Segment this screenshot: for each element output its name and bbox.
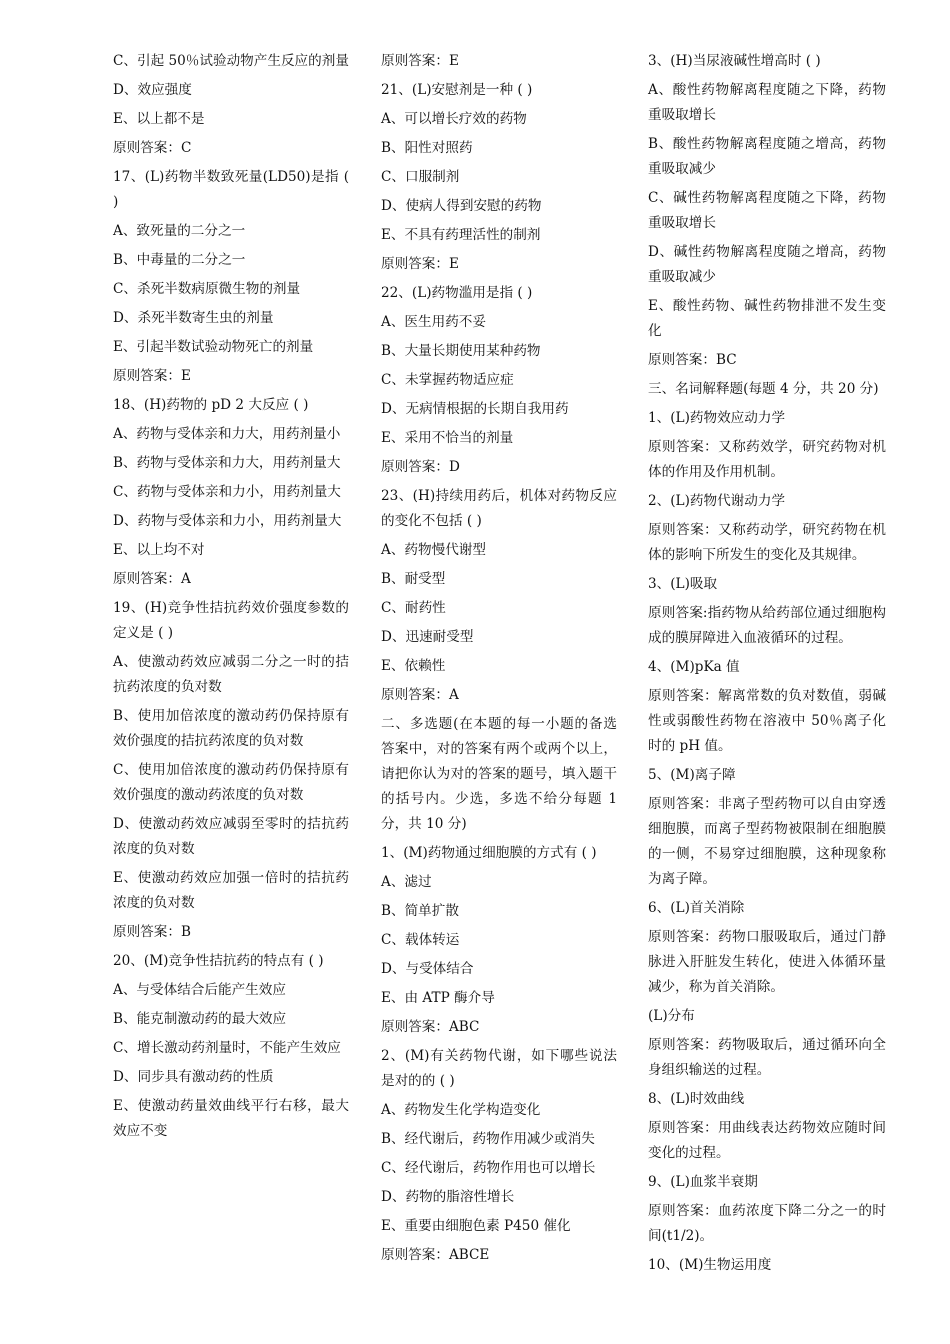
text-line: 1、(M)药物通过细胞膜的方式有 ( ) <box>381 845 597 861</box>
text-line: B、中毒量的二分之一 <box>113 252 246 268</box>
text-line: B、酸性药物解离程度随之增高，药物重吸取减少 <box>648 136 886 177</box>
text-line: 21、(L)安慰剂是一种 ( ) <box>381 82 533 98</box>
text-line: C、载体转运 <box>381 932 460 948</box>
text-line: 2、(L)药物代谢动力学 <box>648 493 786 509</box>
text-line: E、使激动药量效曲线平行右移，最大效应不变 <box>113 1098 349 1139</box>
text-line: E、引起半数试验动物死亡的剂量 <box>113 339 314 355</box>
text-line: C、使用加倍浓度的激动药仍保持原有效价强度的激动药浓度的负对数 <box>113 762 349 803</box>
text-line: 原则答案：A <box>381 687 459 703</box>
text-line: 原则答案：药物吸取后，通过循环向全身组织输送的过程。 <box>648 1037 886 1078</box>
text-line: B、能克制激动药的最大效应 <box>113 1011 287 1027</box>
text-line: B、简单扩散 <box>381 903 459 919</box>
text-line: 原则答案：解离常数的负对数值，弱碱性或弱酸性药物在溶液中 50％离子化时的 pH 值。 <box>648 688 886 754</box>
text-line: D、药物与受体亲和力小，用药剂量大 <box>113 513 342 529</box>
text-line: 4、(M)pKa 值 <box>648 659 740 675</box>
text-line: E、使激动药效应加强一倍时的拮抗药浓度的负对数 <box>113 870 349 911</box>
text-line: A、药物慢代谢型 <box>381 542 486 558</box>
text-line: E、不具有药理活性的制剂 <box>381 227 541 243</box>
text-line: 3、(L)吸取 <box>648 576 718 592</box>
text-line: 原则答案：血药浓度下降二分之一的时间(t1/2)。 <box>648 1203 886 1244</box>
text-line: 10、(M)生物运用度 <box>648 1257 772 1273</box>
text-line: 二、多选题(在本题的每一小题的备选答案中，对的答案有两个或两个以上，请把你认为对的答案的题号，填入题干的括号内。少选，多选不给分每题 1 分，共 10 分) <box>381 716 617 832</box>
text-line: D、与受体结合 <box>381 961 474 977</box>
text-line: 原则答案：又称药动学，研究药物在机体的影响下所发生的变化及其规律。 <box>648 522 886 563</box>
right-column <box>648 49 886 1282</box>
text-line: A、药物与受体亲和力大，用药剂量小 <box>113 426 341 442</box>
middle-column <box>381 49 617 1272</box>
text-line: 9、(L)血浆半衰期 <box>648 1174 758 1190</box>
text-line: B、药物与受体亲和力大，用药剂量大 <box>113 455 341 471</box>
text-line: 原则答案：药物口服吸取后，通过门静脉进入肝脏发生转化，使进入体循环量减少，称为首关消除。 <box>648 929 886 995</box>
text-line: 8、(L)时效曲线 <box>648 1091 745 1107</box>
text-line: C、增长激动药剂量时，不能产生效应 <box>113 1040 341 1056</box>
text-line: D、效应强度 <box>113 82 192 98</box>
text-line: B、大量长期使用某种药物 <box>381 343 541 359</box>
text-line: C、口服制剂 <box>381 169 460 185</box>
text-line: 原则答案：E <box>113 368 191 384</box>
text-line: C、杀死半数病原微生物的剂量 <box>113 281 301 297</box>
text-line: 2、(M)有关药物代谢，如下哪些说法是对的的 ( ) <box>381 1048 617 1089</box>
text-line: C、药物与受体亲和力小，用药剂量大 <box>113 484 341 500</box>
text-line: 原则答案：B <box>113 924 191 940</box>
text-line: 原则答案：ABC <box>381 1019 480 1035</box>
text-line: D、药物的脂溶性增长 <box>381 1189 515 1205</box>
text-line: 原则答案:指药物从给药部位通过细胞构成的膜屏障进入血液循环的过程。 <box>648 605 886 646</box>
text-line: A、酸性药物解离程度随之下降，药物重吸取增长 <box>648 82 886 123</box>
text-line: E、以上均不对 <box>113 542 205 558</box>
text-line: A、使激动药效应减弱二分之一时的拮抗药浓度的负对数 <box>113 654 349 695</box>
text-line: A、药物发生化学构造变化 <box>381 1102 541 1118</box>
text-line: A、可以增长疗效的药物 <box>381 111 527 127</box>
text-line: 原则答案：又称药效学，研究药物对机体的作用及作用机制。 <box>648 439 886 480</box>
text-line: 原则答案：非离子型药物可以自由穿透细胞膜，而离子型药物被限制在细胞膜的一侧，不易穿过细胞膜，这种现象称为离子障。 <box>648 796 886 887</box>
text-line: 原则答案：E <box>381 256 459 272</box>
text-line: 19、(H)竞争性拮抗药效价强度参数的定义是 ( ) <box>113 600 349 641</box>
text-line: 3、(H)当尿液碱性增高时 ( ) <box>648 53 821 69</box>
text-line: A、滤过 <box>381 874 432 890</box>
text-line: C、引起 50％试验动物产生反应的剂量 <box>113 53 349 69</box>
text-line: 原则答案：用曲线表达药物效应随时间变化的过程。 <box>648 1120 886 1161</box>
text-line: 原则答案：A <box>113 571 191 587</box>
text-line: 20、(M)竞争性拮抗药的特点有 ( ) <box>113 953 324 969</box>
text-line: B、使用加倍浓度的激动药仍保持原有效价强度的拮抗药浓度的负对数 <box>113 708 349 749</box>
text-line: 1、(L)药物效应动力学 <box>648 410 786 426</box>
text-line: 原则答案：D <box>381 459 460 475</box>
text-line: C、未掌握药物适应症 <box>381 372 514 388</box>
text-line: A、与受体结合后能产生效应 <box>113 982 286 998</box>
text-line: D、使病人得到安慰的药物 <box>381 198 542 214</box>
text-line: C、耐药性 <box>381 600 446 616</box>
text-line: C、经代谢后，药物作用也可以增长 <box>381 1160 596 1176</box>
text-line: D、迅速耐受型 <box>381 629 474 645</box>
text-line: 原则答案：C <box>113 140 192 156</box>
text-line: 6、(L)首关消除 <box>648 900 745 916</box>
text-line: 22、(L)药物滥用是指 ( ) <box>381 285 533 301</box>
text-line: D、碱性药物解离程度随之增高，药物重吸取减少 <box>648 244 886 285</box>
text-line: 17、(L)药物半数致死量(LD50)是指 ( ) <box>113 169 349 210</box>
text-line: 23、(H)持续用药后，机体对药物反应的变化不包括 ( ) <box>381 488 617 529</box>
text-line: 5、(M)离子障 <box>648 767 736 783</box>
text-line: D、杀死半数寄生虫的剂量 <box>113 310 274 326</box>
text-line: E、以上都不是 <box>113 111 205 127</box>
text-line: 原则答案：BC <box>648 352 737 368</box>
text-line: E、重要由细胞色素 P450 催化 <box>381 1218 571 1234</box>
text-line: E、由 ATP 酶介导 <box>381 990 495 1006</box>
text-line: (L)分布 <box>648 1008 695 1024</box>
text-line: A、医生用药不妥 <box>381 314 486 330</box>
text-line: B、耐受型 <box>381 571 446 587</box>
text-line: E、依赖性 <box>381 658 446 674</box>
text-line: C、碱性药物解离程度随之下降，药物重吸取增长 <box>648 190 886 231</box>
text-line: D、使激动药效应减弱至零时的拮抗药浓度的负对数 <box>113 816 349 857</box>
left-column <box>113 49 349 1148</box>
text-line: E、采用不恰当的剂量 <box>381 430 514 446</box>
text-line: 原则答案：ABCE <box>381 1247 490 1263</box>
text-line: 18、(H)药物的 pD 2 大反应 ( ) <box>113 397 309 413</box>
text-line: D、无病情根据的长期自我用药 <box>381 401 569 417</box>
text-line: B、阳性对照药 <box>381 140 473 156</box>
text-line: 原则答案：E <box>381 53 459 69</box>
text-line: A、致死量的二分之一 <box>113 223 246 239</box>
text-line: B、经代谢后，药物作用减少或消失 <box>381 1131 595 1147</box>
text-line: D、同步具有激动药的性质 <box>113 1069 274 1085</box>
text-line: E、酸性药物、碱性药物排泄不发生变化 <box>648 298 886 339</box>
text-line: 三、名词解释题(每题 4 分，共 20 分) <box>648 381 879 397</box>
